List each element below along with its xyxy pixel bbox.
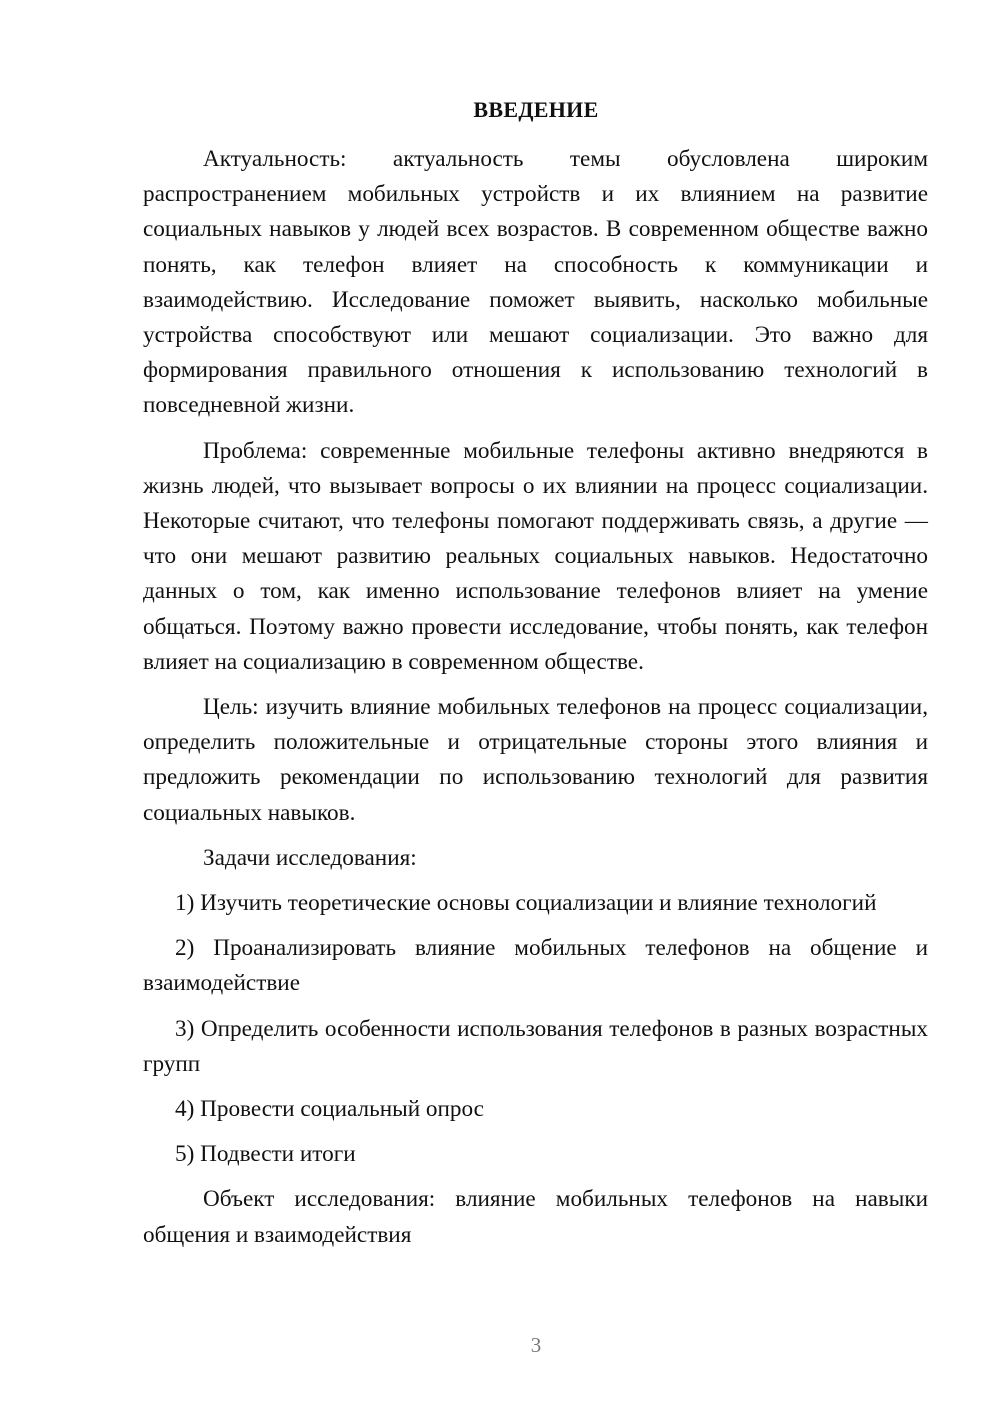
paragraph-problem: Проблема: современные мобильные телефоны активно внедряются в жизнь людей, что вызывает вопросы о их влиянии на процесс социализации. Некоторые считают, что телефоны помогают поддерживать связь, а другие — что они мешают развитию реальных социальных навыков. Недостаточно данных о том, как именно использование телефонов влияет на умение общаться. Поэтому важно провести исследование, чтобы понять, как телефон влияет на социализацию в современном обществе. xyxy=(143,437,928,675)
page-title: ВВЕДЕНИЕ xyxy=(473,97,599,122)
tasks-list xyxy=(143,886,928,1172)
document-body xyxy=(143,142,928,1253)
paragraph-goal: Цель: изучить влияние мобильных телефонов на процесс социализации, определить положительные и отрицательные стороны этого влияния и предложить рекомендации по использованию технологий для развития социальных навыков. xyxy=(143,694,928,826)
tasks-heading: Задачи исследования: xyxy=(203,844,417,871)
paragraph-object: Объект исследования: влияние мобильных телефонов на навыки общения и взаимодействия xyxy=(143,1186,928,1248)
task-item: 5) Подвести итоги xyxy=(175,1141,356,1168)
task-item: 3) Определить особенности использования телефонов в разных возрастных групп xyxy=(143,1015,928,1077)
task-item: 2) Проанализировать влияние мобильных телефонов на общение и взаимодействие xyxy=(143,935,928,997)
paragraph-relevance: Актуальность: актуальность темы обусловлена широким распространением мобильных устройств и их влиянием на развитие социальных навыков у людей всех возрастов. В современном обществе важно понять, как телефон влияет на способность к коммуникации и взаимодействию. Исследование поможет выявить, насколько мобильные устройства способствуют или мешают социализации. Это важно для формирования правильного отношения к использованию технологий в повседневной жизни. xyxy=(143,146,928,419)
task-item: 1) Изучить теоретические основы социализации и влияние технологий xyxy=(175,890,877,917)
page-number: 3 xyxy=(530,1333,542,1357)
task-item: 4) Провести социальный опрос xyxy=(175,1096,484,1123)
